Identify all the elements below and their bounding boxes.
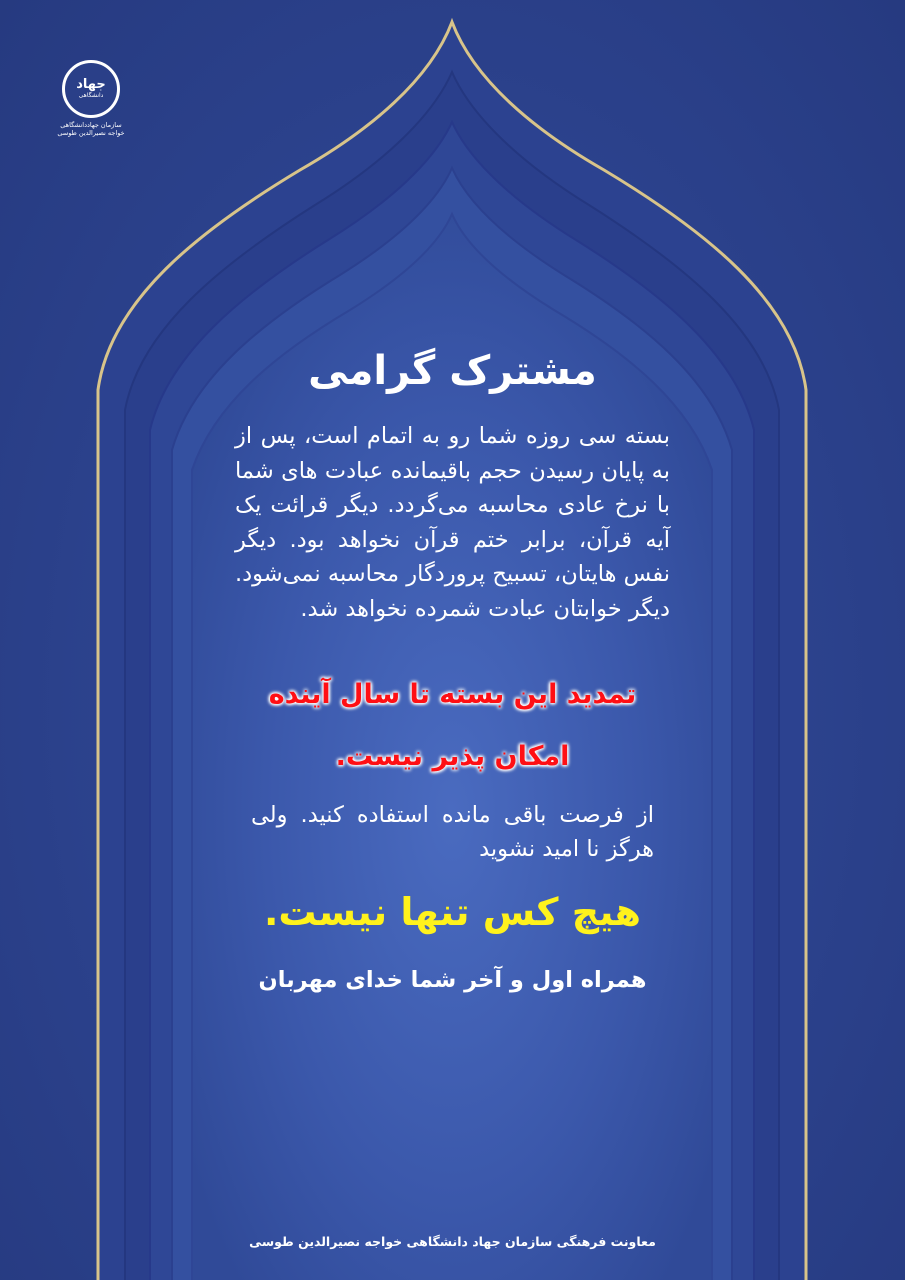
logo-emblem-sub: دانشگاهی bbox=[78, 92, 104, 99]
body-paragraph: بسته سی روزه شما رو به اتمام است، پس از به پایان رسیدن حجم باقیمانده عبادت های شما با نرخ عادی محاسبه می‌گردد. دیگر قرائت یک آیه قرآن، برابر ختم قرآن نخواهد بود. دیگر نفس هایتان، تسبیح پروردگار محاسبه نمی‌شود. دیگر خوابتان عبادت شمرده نخواهد شد. bbox=[235, 423, 670, 622]
logo-caption-line1: سازمان جهاددانشگاهی bbox=[60, 121, 122, 129]
page-title: مشترک گرامی bbox=[308, 348, 597, 394]
warning-line-2: امکان پذیر نیست. bbox=[335, 741, 570, 772]
warning-line-1: تمدید این بسته تا سال آینده bbox=[268, 679, 637, 710]
highlight-text: هیچ کس تنها نیست. bbox=[264, 890, 641, 934]
logo-emblem-word: جهاد bbox=[76, 77, 106, 92]
closing-text: همراه اول و آخر شما خدای مهربان bbox=[258, 967, 647, 993]
warning-block bbox=[225, 664, 680, 788]
jahad-seal-icon bbox=[62, 60, 120, 118]
message-content bbox=[225, 345, 680, 996]
organization-logo bbox=[56, 60, 126, 137]
logo-caption-line2: خواجه نصیرالدین طوسی bbox=[57, 129, 125, 137]
advice-paragraph: از فرصت باقی مانده استفاده کنید. ولی هرگز نا امید نشوید bbox=[251, 802, 654, 862]
footer-credit: معاونت فرهنگی سازمان جهاد دانشگاهی خواجه نصیرالدین طوسی bbox=[249, 1234, 656, 1249]
